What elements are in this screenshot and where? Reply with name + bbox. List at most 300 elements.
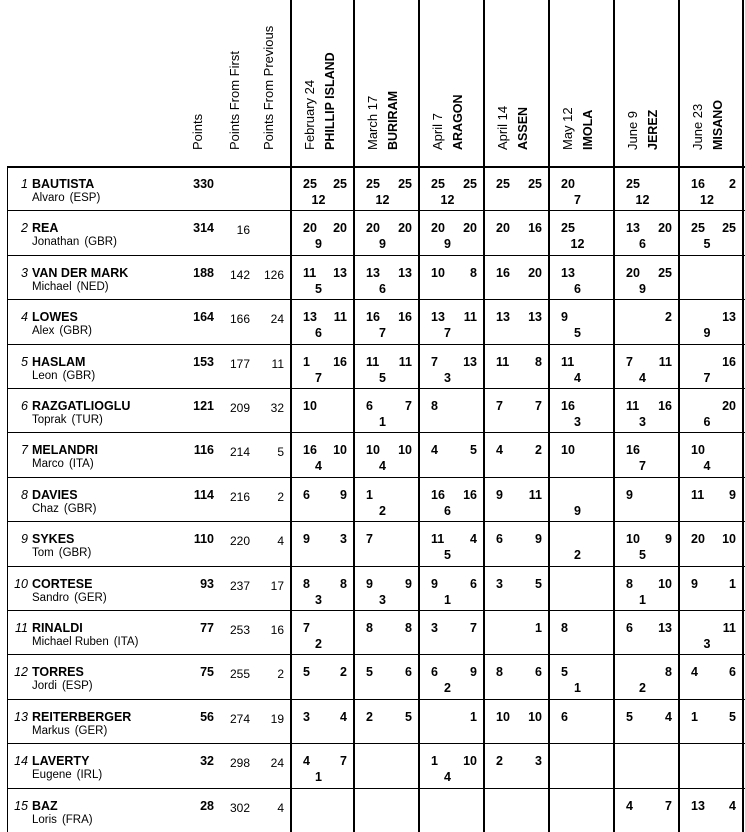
race1-points: 11 bbox=[496, 354, 510, 369]
rider-position: 14 bbox=[14, 754, 28, 769]
race1-points: 5 bbox=[303, 665, 310, 680]
race1-points: 11 bbox=[561, 354, 575, 369]
points-from-previous: 5 bbox=[277, 445, 284, 460]
rider-last-name: LAVERTY bbox=[32, 754, 90, 769]
race2-points: 10 bbox=[722, 532, 736, 547]
race2-points: 1 bbox=[729, 576, 736, 591]
race1-points: 25 bbox=[303, 177, 317, 191]
rider-points: 114 bbox=[193, 487, 214, 502]
race1-points: 13 bbox=[303, 310, 317, 325]
race2-points: 6 bbox=[470, 576, 477, 591]
superpole-points: 9 bbox=[574, 503, 581, 518]
rider-points: 28 bbox=[200, 798, 214, 813]
race1-points: 6 bbox=[366, 399, 373, 413]
rider-position: 7 bbox=[21, 443, 28, 458]
rider-points: 75 bbox=[200, 665, 214, 680]
race2-points: 7 bbox=[665, 798, 672, 813]
rider-position: 13 bbox=[14, 709, 28, 724]
race2-points: 16 bbox=[528, 221, 542, 236]
points-from-previous: 2 bbox=[277, 667, 284, 682]
superpole-points: 12 bbox=[570, 237, 585, 252]
race1-points: 9 bbox=[626, 487, 633, 502]
superpole-points: 4 bbox=[444, 770, 451, 785]
superpole-points: 2 bbox=[444, 681, 451, 696]
round-date: June 9 bbox=[625, 110, 640, 150]
race1-points: 13 bbox=[691, 798, 705, 813]
race2-points: 8 bbox=[665, 665, 672, 680]
race2-points: 9 bbox=[405, 576, 412, 591]
race2-points: 8 bbox=[340, 576, 347, 591]
race2-points: 9 bbox=[729, 487, 736, 502]
rider-last-name: CORTESE bbox=[32, 576, 93, 591]
race1-points: 20 bbox=[626, 265, 640, 280]
rider-country: (ITA) bbox=[68, 458, 94, 471]
superpole-points: 5 bbox=[379, 370, 386, 385]
points-from-previous: 17 bbox=[270, 578, 284, 593]
race2-points: 25 bbox=[658, 265, 672, 280]
rider-position: 2 bbox=[21, 221, 28, 236]
race2-points: 6 bbox=[729, 665, 736, 680]
header-points: Points bbox=[190, 113, 205, 150]
race2-points: 3 bbox=[535, 754, 542, 769]
race2-points: 10 bbox=[398, 443, 412, 458]
race2-points: 9 bbox=[340, 487, 347, 502]
rider-first-name: Chaz bbox=[32, 502, 59, 515]
race1-points: 16 bbox=[366, 310, 380, 325]
race1-points: 7 bbox=[303, 621, 310, 635]
points-from-first: 302 bbox=[229, 800, 250, 815]
row-divider bbox=[7, 699, 745, 700]
rider-country: (GBR) bbox=[84, 236, 117, 249]
race1-points: 4 bbox=[303, 754, 310, 769]
superpole-points: 12 bbox=[440, 193, 455, 207]
rider-points: 314 bbox=[193, 221, 214, 236]
round-name: IMOLA bbox=[581, 109, 595, 150]
round-divider bbox=[613, 0, 615, 832]
superpole-points: 5 bbox=[639, 548, 646, 563]
round-date: February 24 bbox=[302, 79, 317, 150]
race1-points: 13 bbox=[496, 310, 510, 325]
race2-points: 11 bbox=[658, 354, 672, 369]
round-date: April 14 bbox=[495, 105, 510, 150]
race1-points: 9 bbox=[303, 532, 310, 547]
round-name: MISANO bbox=[711, 100, 725, 150]
rider-country: (GBR) bbox=[59, 325, 92, 338]
points-from-first: 216 bbox=[229, 489, 250, 504]
race2-points: 20 bbox=[463, 221, 477, 236]
superpole-points: 4 bbox=[703, 459, 711, 474]
superpole-points: 6 bbox=[379, 281, 386, 296]
rider-first-name: Michael bbox=[32, 280, 72, 293]
race1-points: 10 bbox=[431, 265, 445, 280]
race1-points: 13 bbox=[561, 265, 575, 280]
race2-points: 16 bbox=[398, 310, 412, 325]
rider-last-name: SYKES bbox=[32, 532, 75, 547]
points-from-first: 177 bbox=[229, 356, 250, 371]
race1-points: 3 bbox=[496, 576, 503, 591]
superpole-points: 1 bbox=[574, 681, 581, 696]
race1-points: 25 bbox=[431, 177, 445, 191]
race1-points: 10 bbox=[561, 443, 575, 458]
race2-points: 20 bbox=[398, 221, 412, 236]
rider-points: 77 bbox=[200, 621, 214, 635]
rider-first-name: Jordi bbox=[32, 680, 57, 693]
points-from-previous: 24 bbox=[270, 756, 284, 771]
race1-points: 16 bbox=[626, 443, 640, 458]
rider-points: 330 bbox=[193, 177, 214, 191]
race2-points: 10 bbox=[658, 576, 672, 591]
row-divider bbox=[7, 788, 745, 789]
race1-points: 10 bbox=[303, 399, 317, 413]
rider-first-name: Michael Ruben bbox=[32, 636, 109, 648]
rider-points: 188 bbox=[193, 265, 214, 280]
superpole-points: 1 bbox=[379, 415, 386, 429]
rider-position: 8 bbox=[21, 487, 28, 502]
points-from-first: 220 bbox=[229, 534, 250, 549]
race1-points: 5 bbox=[626, 709, 633, 724]
race1-points: 8 bbox=[626, 576, 633, 591]
row-divider bbox=[7, 255, 745, 256]
race2-points: 4 bbox=[729, 798, 736, 813]
race1-points: 5 bbox=[366, 665, 373, 680]
rider-country: (GBR) bbox=[63, 502, 97, 515]
rider-first-name: Tom bbox=[32, 547, 54, 560]
race2-points: 10 bbox=[333, 443, 347, 458]
race2-points: 1 bbox=[470, 709, 477, 724]
race2-points: 7 bbox=[470, 621, 477, 635]
race2-points: 3 bbox=[340, 532, 347, 547]
rider-last-name: MELANDRI bbox=[32, 443, 98, 458]
race1-points: 2 bbox=[366, 709, 373, 724]
row-divider bbox=[7, 432, 745, 433]
superpole-points: 2 bbox=[315, 637, 322, 651]
round-divider bbox=[483, 0, 485, 832]
rider-last-name: DAVIES bbox=[32, 487, 78, 502]
race1-points: 9 bbox=[496, 487, 503, 502]
rider-last-name: HASLAM bbox=[32, 354, 86, 369]
points-from-first: 209 bbox=[229, 401, 250, 415]
race2-points: 11 bbox=[398, 354, 412, 369]
points-from-previous: 11 bbox=[271, 356, 284, 371]
superpole-points: 5 bbox=[574, 326, 581, 341]
race1-points: 4 bbox=[496, 443, 503, 458]
points-from-previous: 16 bbox=[270, 623, 284, 637]
rider-position: 5 bbox=[21, 354, 28, 369]
superpole-points: 6 bbox=[703, 415, 711, 429]
race1-points: 8 bbox=[561, 621, 568, 635]
race1-points: 8 bbox=[303, 576, 310, 591]
race1-points: 16 bbox=[561, 399, 575, 413]
rider-last-name: BAUTISTA bbox=[32, 177, 95, 191]
race1-points: 20 bbox=[366, 221, 380, 236]
round-date: June 23 bbox=[690, 103, 705, 150]
points-from-previous: 126 bbox=[263, 267, 284, 282]
rider-last-name: REITERBERGER bbox=[32, 709, 132, 724]
race2-points: 13 bbox=[722, 310, 736, 325]
superpole-points: 12 bbox=[700, 193, 714, 207]
round-name: ASSEN bbox=[516, 106, 530, 150]
race1-points: 9 bbox=[691, 576, 698, 591]
round-date: May 12 bbox=[560, 107, 575, 150]
superpole-points: 5 bbox=[444, 548, 451, 563]
superpole-points: 4 bbox=[574, 370, 581, 385]
rider-position: 10 bbox=[14, 576, 28, 591]
superpole-points: 1 bbox=[444, 592, 451, 607]
round-divider bbox=[290, 0, 292, 832]
superpole-points: 5 bbox=[703, 237, 711, 252]
rider-last-name: RINALDI bbox=[32, 621, 83, 635]
row-divider bbox=[7, 654, 745, 655]
race2-points: 25 bbox=[398, 177, 412, 191]
race1-points: 16 bbox=[431, 487, 445, 502]
superpole-points: 3 bbox=[444, 370, 451, 385]
race1-points: 7 bbox=[496, 399, 503, 413]
round-divider bbox=[418, 0, 420, 832]
points-from-first: 214 bbox=[229, 445, 250, 460]
row-divider bbox=[7, 299, 745, 300]
race2-points: 2 bbox=[535, 443, 542, 458]
race2-points: 13 bbox=[333, 265, 347, 280]
rider-position: 1 bbox=[21, 177, 28, 191]
race1-points: 10 bbox=[691, 443, 705, 458]
round-name: ARAGON bbox=[451, 94, 465, 150]
row-divider bbox=[7, 521, 745, 522]
race2-points: 25 bbox=[333, 177, 347, 191]
superpole-points: 7 bbox=[703, 370, 711, 385]
superpole-points: 1 bbox=[315, 770, 322, 785]
race2-points: 16 bbox=[333, 354, 347, 369]
race2-points: 7 bbox=[405, 399, 412, 413]
points-from-previous: 32 bbox=[270, 401, 284, 415]
superpole-points: 7 bbox=[379, 326, 386, 341]
race2-points: 4 bbox=[470, 532, 477, 547]
superpole-points: 12 bbox=[635, 193, 650, 207]
race2-points: 20 bbox=[658, 221, 672, 236]
superpole-points: 9 bbox=[703, 326, 711, 341]
row-divider bbox=[7, 610, 745, 611]
rider-points: 56 bbox=[200, 709, 214, 724]
race2-points: 10 bbox=[528, 709, 542, 724]
superpole-points: 9 bbox=[315, 237, 322, 252]
round-divider bbox=[353, 0, 355, 832]
points-from-first: 274 bbox=[229, 711, 250, 726]
race1-points: 4 bbox=[691, 665, 698, 680]
race1-points: 10 bbox=[626, 532, 640, 547]
race1-points: 25 bbox=[496, 177, 510, 191]
row-divider bbox=[7, 743, 745, 744]
rider-position: 11 bbox=[15, 621, 28, 635]
points-from-previous: 2 bbox=[277, 489, 284, 504]
race2-points: 13 bbox=[528, 310, 542, 325]
race2-points: 7 bbox=[340, 754, 347, 769]
superpole-points: 3 bbox=[703, 637, 711, 651]
superpole-points: 12 bbox=[375, 193, 390, 207]
race2-points: 16 bbox=[722, 354, 736, 369]
race2-points: 11 bbox=[528, 487, 542, 502]
race2-points: 16 bbox=[463, 487, 477, 502]
rider-last-name: REA bbox=[32, 221, 59, 236]
race1-points: 20 bbox=[561, 177, 575, 191]
rider-country: (GBR) bbox=[58, 547, 92, 560]
race1-points: 8 bbox=[431, 399, 438, 413]
race1-points: 1 bbox=[366, 487, 373, 502]
superpole-points: 5 bbox=[315, 281, 322, 296]
race1-points: 2 bbox=[496, 754, 503, 769]
superpole-points: 2 bbox=[639, 681, 646, 696]
rider-first-name: Jonathan bbox=[32, 236, 80, 249]
rider-points: 153 bbox=[193, 354, 214, 369]
rider-country: (ITA) bbox=[113, 636, 139, 648]
race1-points: 6 bbox=[431, 665, 438, 680]
superpole-points: 2 bbox=[574, 548, 581, 563]
points-from-previous: 24 bbox=[270, 312, 284, 327]
race2-points: 4 bbox=[665, 709, 672, 724]
race1-points: 20 bbox=[496, 221, 510, 236]
race2-points: 6 bbox=[405, 665, 412, 680]
round-name: BURIRAM bbox=[386, 90, 400, 150]
rider-first-name: Alex bbox=[32, 325, 55, 338]
rider-points: 116 bbox=[193, 443, 214, 458]
row-divider bbox=[7, 344, 745, 345]
race1-points: 3 bbox=[431, 621, 438, 635]
race1-points: 10 bbox=[496, 709, 510, 724]
race2-points: 13 bbox=[398, 265, 412, 280]
superpole-points: 6 bbox=[639, 237, 646, 252]
superpole-points: 3 bbox=[379, 592, 386, 607]
rider-country: (ESP) bbox=[69, 192, 101, 204]
round-name: PHILLIP ISLAND bbox=[323, 52, 337, 150]
rider-country: (ESP) bbox=[61, 680, 93, 693]
race1-points: 11 bbox=[626, 399, 640, 413]
race2-points: 11 bbox=[333, 310, 347, 325]
superpole-points: 7 bbox=[639, 459, 646, 474]
rider-points: 32 bbox=[200, 754, 214, 769]
round-divider bbox=[548, 0, 550, 832]
points-from-first: 237 bbox=[229, 578, 250, 593]
rider-country: (NED) bbox=[76, 280, 109, 293]
points-from-first: 16 bbox=[236, 223, 250, 238]
race1-points: 25 bbox=[366, 177, 380, 191]
points-from-first: 255 bbox=[229, 667, 250, 682]
race1-points: 16 bbox=[691, 177, 705, 191]
rider-position: 6 bbox=[21, 399, 28, 413]
race1-points: 6 bbox=[561, 709, 568, 724]
rider-first-name: Toprak bbox=[32, 414, 67, 426]
race2-points: 5 bbox=[405, 709, 412, 724]
race2-points: 25 bbox=[722, 221, 736, 236]
race2-points: 9 bbox=[535, 532, 542, 547]
round-divider bbox=[678, 0, 680, 832]
superpole-points: 4 bbox=[639, 370, 646, 385]
race1-points: 13 bbox=[431, 310, 445, 325]
rider-country: (GBR) bbox=[62, 369, 96, 382]
race1-points: 20 bbox=[431, 221, 445, 236]
points-from-first: 298 bbox=[229, 756, 250, 771]
race1-points: 8 bbox=[496, 665, 503, 680]
points-from-first: 253 bbox=[229, 623, 250, 637]
superpole-points: 3 bbox=[315, 592, 322, 607]
race1-points: 9 bbox=[431, 576, 438, 591]
rider-last-name: RAZGATLIOGLU bbox=[32, 399, 131, 413]
rider-last-name: VAN DER MARK bbox=[32, 265, 129, 280]
superpole-points: 9 bbox=[444, 237, 451, 252]
rider-country: (FRA) bbox=[61, 813, 93, 826]
race2-points: 7 bbox=[535, 399, 542, 413]
race1-points: 20 bbox=[691, 532, 705, 547]
superpole-points: 7 bbox=[315, 370, 322, 385]
race1-points: 10 bbox=[366, 443, 380, 458]
superpole-points: 1 bbox=[639, 592, 646, 607]
round-name: JEREZ bbox=[646, 109, 660, 150]
superpole-points: 4 bbox=[315, 459, 322, 474]
race1-points: 13 bbox=[366, 265, 380, 280]
race2-points: 4 bbox=[340, 709, 347, 724]
race1-points: 25 bbox=[561, 221, 575, 236]
points-from-previous: 4 bbox=[277, 800, 284, 815]
header-points-from-first: Points From First bbox=[227, 51, 242, 150]
rider-last-name: TORRES bbox=[32, 665, 84, 680]
race1-points: 25 bbox=[626, 177, 640, 191]
rider-position: 9 bbox=[21, 532, 28, 547]
rider-first-name: Markus bbox=[32, 724, 70, 737]
race2-points: 10 bbox=[463, 754, 477, 769]
race1-points: 6 bbox=[626, 621, 633, 635]
race2-points: 13 bbox=[658, 621, 672, 635]
race1-points: 7 bbox=[626, 354, 633, 369]
superpole-points: 6 bbox=[574, 281, 581, 296]
superpole-points: 9 bbox=[639, 281, 646, 296]
race2-points: 2 bbox=[729, 177, 736, 191]
race1-points: 1 bbox=[303, 354, 310, 369]
race1-points: 4 bbox=[431, 443, 438, 458]
race2-points: 9 bbox=[665, 532, 672, 547]
rider-position: 4 bbox=[21, 310, 28, 325]
race1-points: 7 bbox=[431, 354, 438, 369]
rider-country: (TUR) bbox=[71, 414, 103, 426]
race1-points: 13 bbox=[626, 221, 640, 236]
race2-points: 6 bbox=[535, 665, 542, 680]
race1-points: 9 bbox=[561, 310, 568, 325]
race2-points: 25 bbox=[528, 177, 542, 191]
round-date: March 17 bbox=[365, 95, 380, 150]
superpole-points: 2 bbox=[379, 503, 386, 518]
race2-points: 8 bbox=[405, 621, 412, 635]
rider-country: (GER) bbox=[74, 724, 108, 737]
race2-points: 5 bbox=[470, 443, 477, 458]
rider-points: 93 bbox=[200, 576, 214, 591]
header-divider bbox=[7, 166, 745, 168]
race2-points: 20 bbox=[333, 221, 347, 236]
superpole-points: 7 bbox=[574, 193, 581, 207]
rider-first-name: Eugene bbox=[32, 769, 72, 782]
race1-points: 7 bbox=[366, 532, 373, 547]
row-divider bbox=[7, 210, 745, 211]
points-from-first: 142 bbox=[229, 267, 250, 282]
race1-points: 25 bbox=[691, 221, 705, 236]
race1-points: 11 bbox=[366, 354, 380, 369]
superpole-points: 9 bbox=[379, 237, 386, 252]
race1-points: 3 bbox=[303, 709, 310, 724]
race1-points: 1 bbox=[691, 709, 698, 724]
race2-points: 11 bbox=[722, 621, 736, 635]
race1-points: 11 bbox=[691, 487, 705, 502]
race1-points: 6 bbox=[303, 487, 310, 502]
race2-points: 5 bbox=[729, 709, 736, 724]
rider-position: 15 bbox=[14, 798, 28, 813]
rider-first-name: Alvaro bbox=[32, 192, 65, 204]
rider-points: 164 bbox=[193, 310, 214, 325]
race1-points: 20 bbox=[303, 221, 317, 236]
